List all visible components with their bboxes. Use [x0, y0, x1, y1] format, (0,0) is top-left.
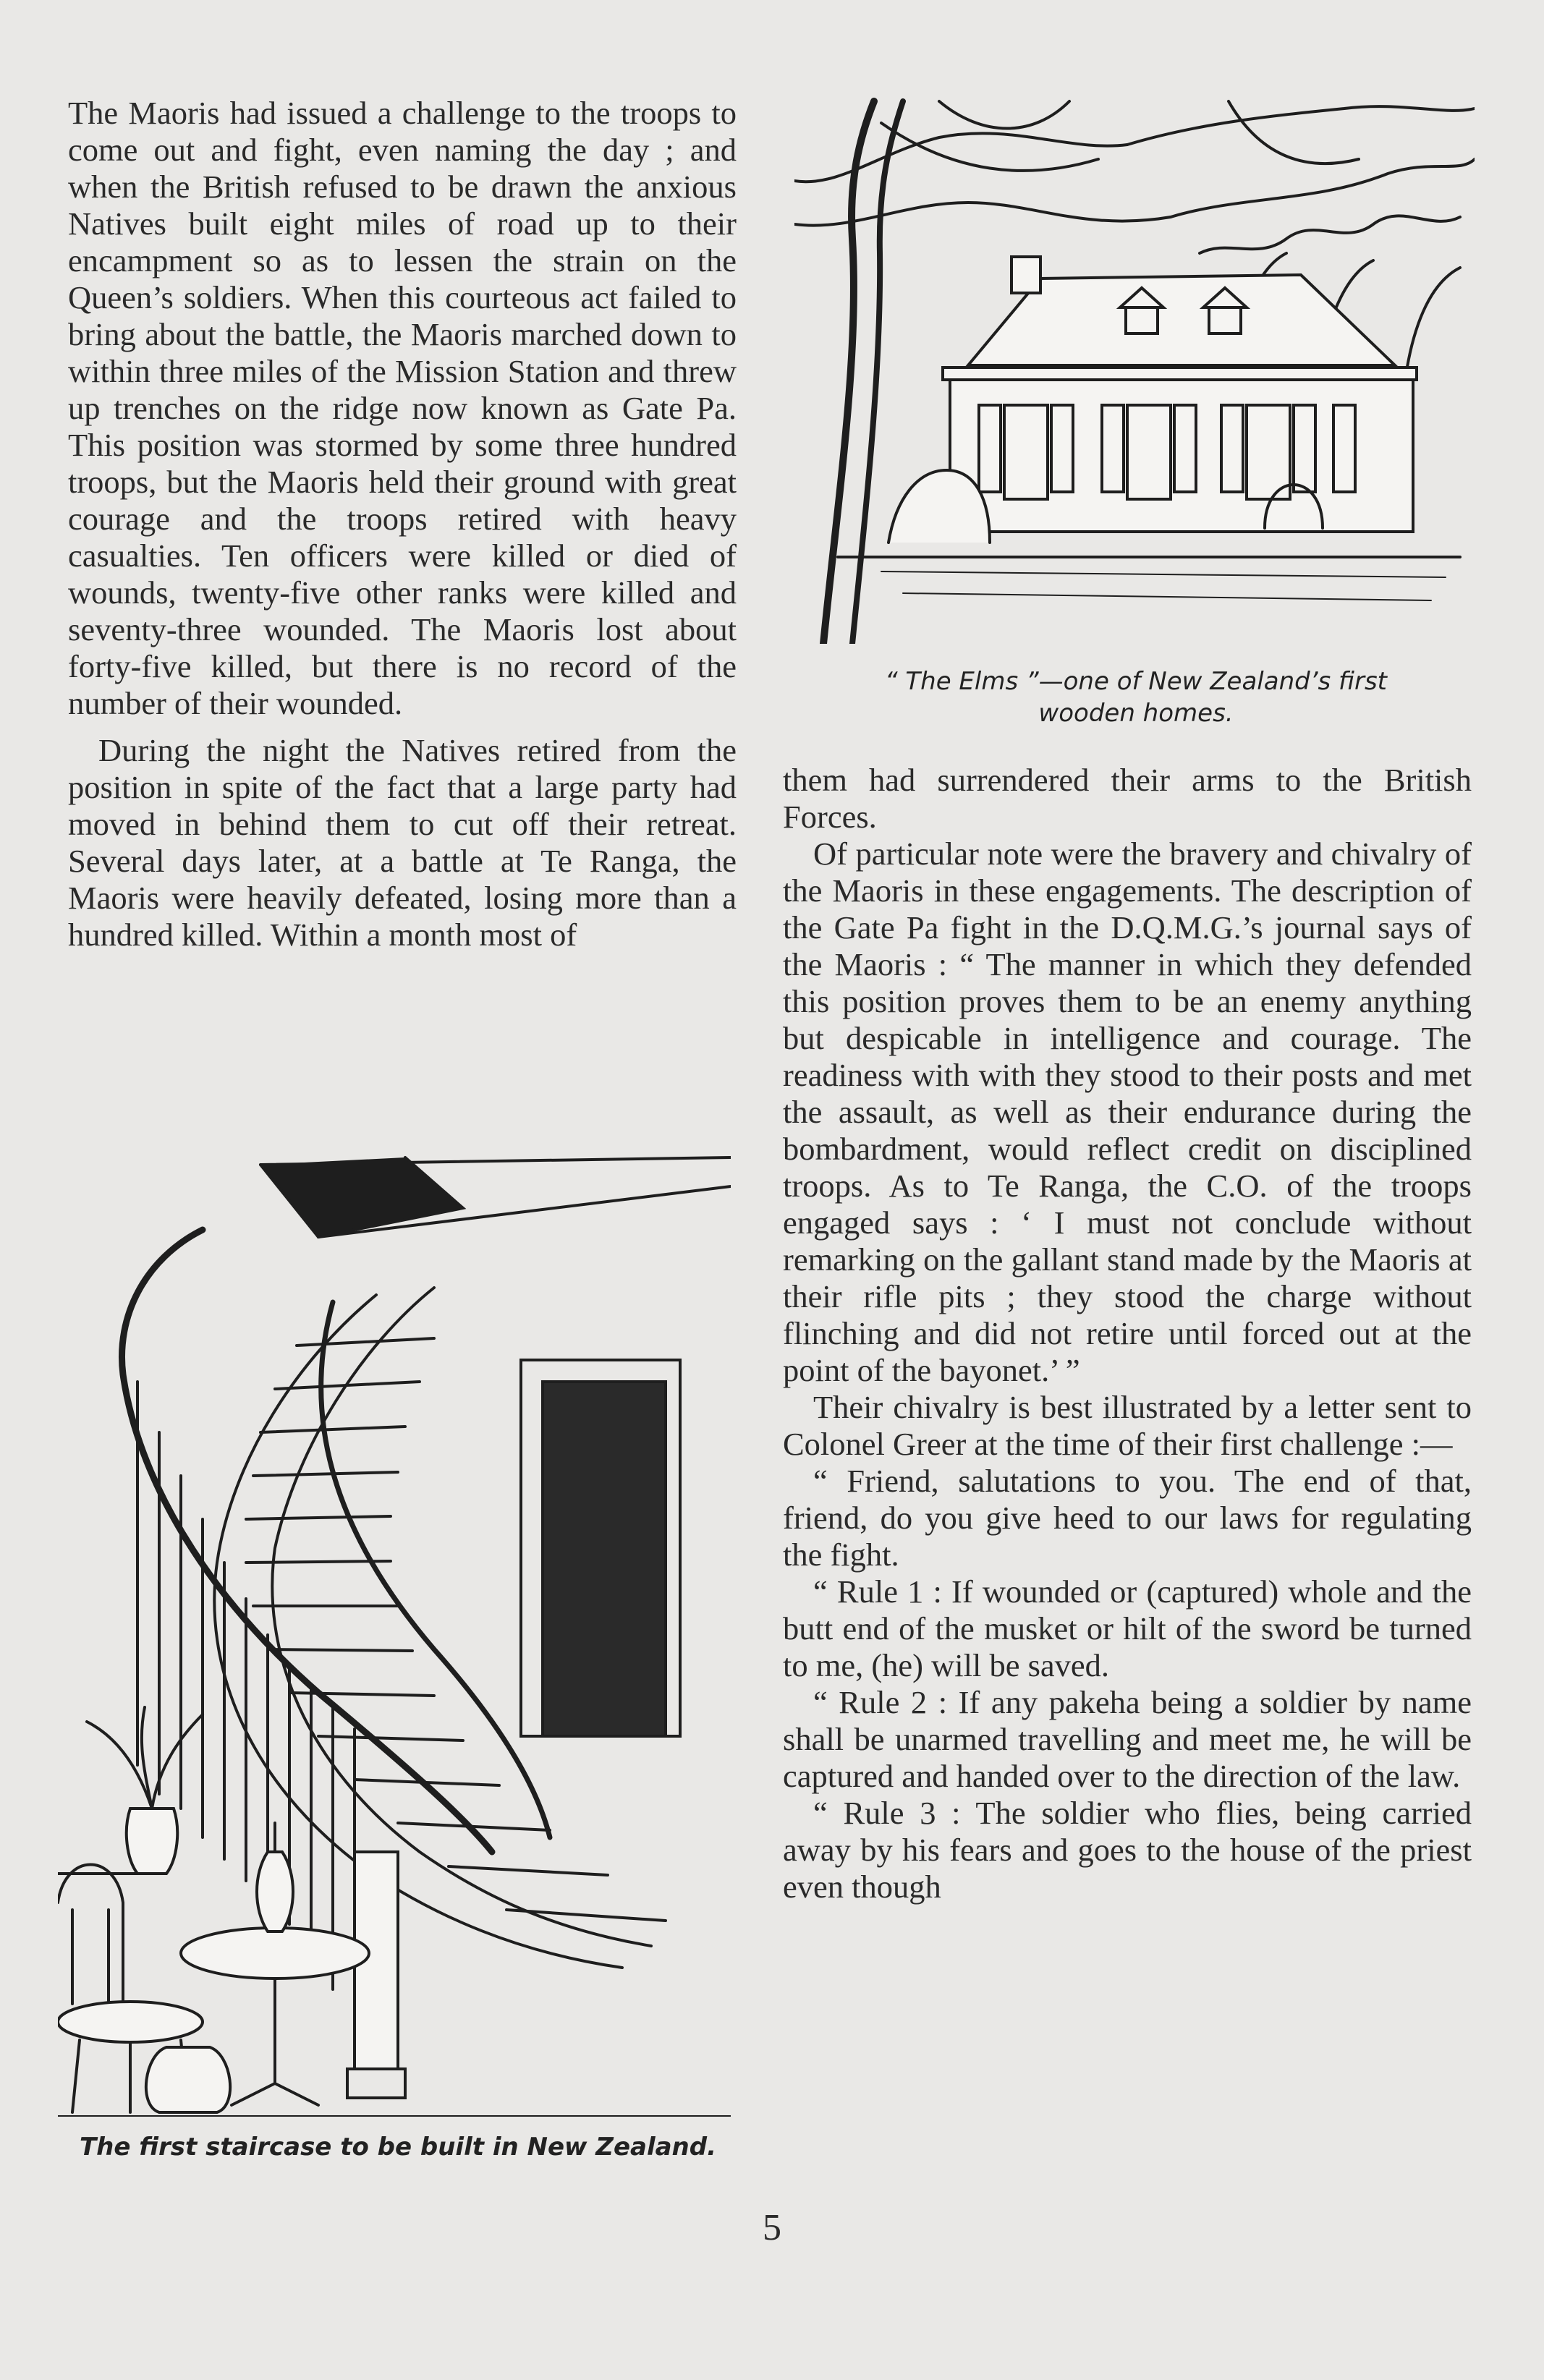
right-paragraph-1: them had surrendered their arms to the British Forces.: [783, 762, 1472, 835]
staircase-illustration: [58, 1143, 731, 2120]
right-paragraph-2: Of particular note were the bravery and chivalry of the Maoris in these engagements. The description of the Gate Pa fight in the D.Q.M.G.’s journal says of the Maoris : “ The manner in which they defended this position proves them to be an enemy anything but despicable in intelligence and courage. The readiness with with they stood to their posts and met the assault, as well as their endurance during the bombardment, would reflect credit on disciplined troops. As to Te Ranga, the C.O. of the troops engaged says : ‘ I must not conclude without remarking on the gallant stand made by the Maoris at their rifle pits ; they stood the charge without flinching and did not retire until forced out at the point of the bayonet.’ ”: [783, 836, 1472, 1388]
elms-caption-line-2: wooden homes.: [1038, 699, 1234, 728]
left-paragraph-1: The Maoris had issued a challenge to the troops to come out and fight, even naming the day ; and when the British refused to be drawn the anxious Natives built eight miles of road up to their encampment so as to lessen the strain on the Queen’s soldiers. When this courteous act failed to bring about the battle, the Maoris marched down to within three miles of the Mission Station and threw up trenches on the ridge now known as Gate Pa. This position was stormed by some three hundred troops, but the Maoris held their ground with great courage and the troops retired with heavy casualties. Ten officers were killed or died of wounds, twenty-five other ranks were killed and seventy-three wounded. The Maoris lost about forty-five killed, but there is no record of the number of their wounded.: [68, 95, 737, 721]
elms-caption: [789, 666, 1483, 729]
right-column: [783, 762, 1472, 1905]
right-paragraph-5: “ Rule 1 : If wounded or (captured) whole and the butt end of the musket or hilt of the sword be turned to me, (he) will be saved.: [783, 1573, 1472, 1683]
elms-caption-line-1: “ The Elms ”—one of New Zealand’s first: [884, 667, 1388, 696]
page-number: 5: [763, 2207, 781, 2248]
right-paragraph-4: “ Friend, salutations to you. The end of that, friend, do you give heed to our laws for regulating the fight.: [783, 1463, 1472, 1573]
right-paragraph-3: Their chivalry is best illustrated by a letter sent to Colonel Greer at the time of their first challenge :—: [783, 1389, 1472, 1462]
left-column: [68, 95, 737, 953]
elms-house-illustration: [794, 94, 1475, 644]
staircase-caption-text: The first staircase to be built in New Zealand.: [79, 2133, 717, 2162]
right-paragraph-6: “ Rule 2 : If any pakeha being a soldier by name shall be unarmed travelling and meet me, he will be captured and handed over to the direction of the law.: [783, 1684, 1472, 1794]
right-paragraph-7: “ Rule 3 : The soldier who flies, being carried away by his fears and goes to the house of the priest even though: [783, 1795, 1472, 1905]
left-paragraph-2: During the night the Natives retired from the position in spite of the fact that a large party had moved in behind them to cut off their retreat. Several days later, at a battle at Te Ranga, the Maoris were heavily defeated, losing more than a hundred killed. Within a month most of: [68, 732, 737, 953]
staircase-caption: [43, 2131, 752, 2163]
